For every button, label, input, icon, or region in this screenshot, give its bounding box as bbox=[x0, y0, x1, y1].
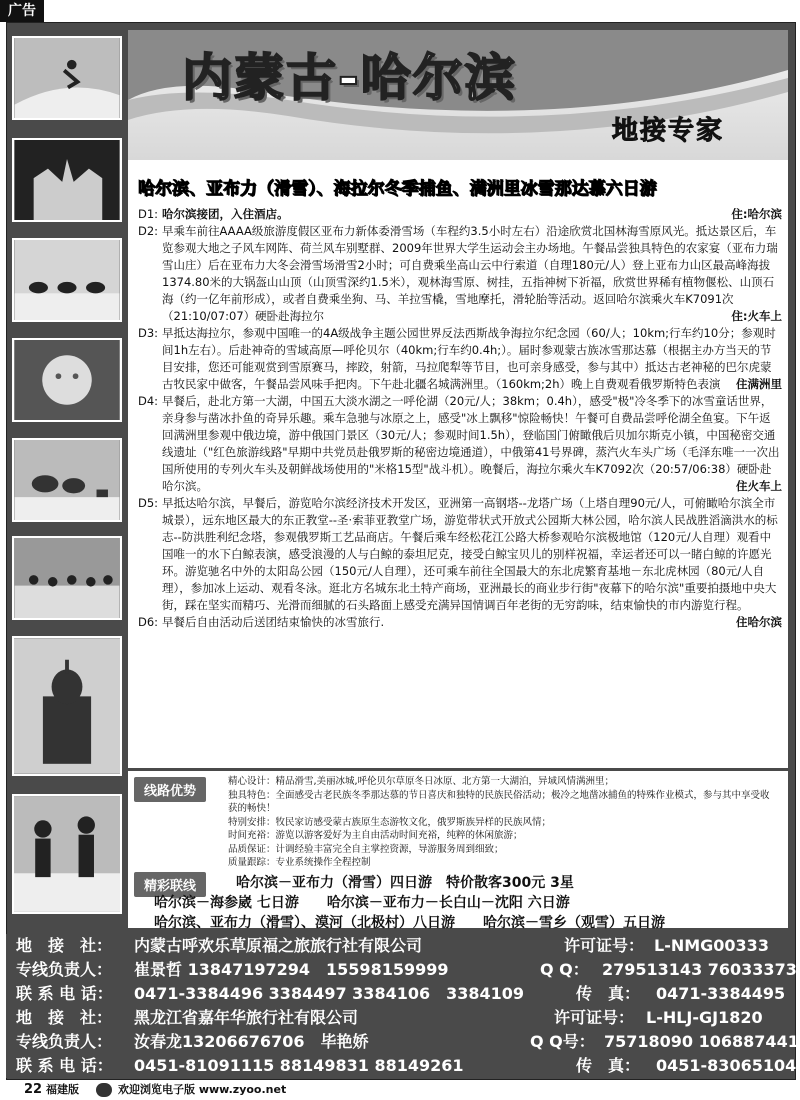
contact-row bbox=[16, 1006, 786, 1030]
contact-key: 专线负责人： bbox=[16, 960, 113, 979]
contact-key: 地 接 社： bbox=[16, 1008, 113, 1027]
day-label: D4: bbox=[138, 394, 159, 408]
contact-row bbox=[16, 1030, 799, 1054]
contact-key: 联 系 电 话： bbox=[16, 1056, 113, 1075]
contact-key2: 传 真： bbox=[576, 984, 641, 1003]
contact-value: 崔景哲 13847197294 15598159999 bbox=[134, 960, 449, 979]
crowd-on-ice-photo bbox=[12, 536, 122, 620]
advantage-item: 独具特色：全面感受古老民族冬季那达慕的节日喜庆和独特的民族民俗活动；极冷之地凿冰捕鱼的特殊作业模式，参与其中享受收获的畅快！ bbox=[228, 789, 770, 814]
contact-value2: 279513143 76033373 bbox=[602, 960, 797, 979]
horse-race-photo bbox=[12, 238, 122, 322]
page-number: 22 bbox=[24, 1082, 43, 1097]
day-label: D5: bbox=[138, 496, 159, 510]
contact-value2: L-HLJ-GJ1820 bbox=[646, 1008, 763, 1027]
contact-key2: Q Q： bbox=[540, 960, 589, 979]
camel-photo bbox=[12, 438, 122, 522]
day-text: 早抵达哈尔滨，早餐后，游览哈尔滨经济技术开发区，亚洲第一高钢塔--龙塔广场（上塔自理90元/人，可俯瞰哈尔滨全市城景），远东地区最大的东正教堂--圣·索菲亚教堂广场，游览带状式开放式公园斯大林公园，哈尔滨人民战胜滔滴洪水的标志--防洪胜利纪念塔，参观俄罗斯工艺品商店。午餐后乘车经松花江公路大桥参观哈尔滨极地馆（120元/人自理）观看中国唯一的水下白鲸表演，感受浪漫的人与白鲸的泰坦尼克，接受白鲸宝贝儿的别样祝福，幸运者还可以一睹白鲸的许愿光环。游览驰名中外的太阳岛公园（150元/人自理），还可乘车前往全国最大的东北虎繁育基地－东北虎林园（80元/人自理），参加冰上运动、观看冬泳。逛北方名城东北土特产商场，亚洲最长的商业步行街"夜幕下的哈尔滨"重要拍摄地中央大街，踩在坚实而精巧、光滑而细腻的石头路面上感受充满异国情调百年老街的无穷韵味，结束愉快的市内游览行程。 bbox=[162, 496, 778, 612]
day-text: 早餐后，赴北方第一大湖，中国五大淡水湖之一呼伦湖（20元/人；38km；0.4h），感受"极"冷冬季下的冰雪童话世界，亲身参与凿冰扑鱼的奇异乐趣。乘车急驰与冰原之上，感受"冰上飘移"惊险畅快！午餐可自费品尝呼伦湖全鱼宴。下午返回满洲里参观中俄边境，游中俄国门景区（30元/人；参观时间1.5h），登临国门俯瞰俄后贝加尔斯克小镇，中国秘密交通线遗址（"红色旅游线路"早期中共党员赴俄罗斯的秘密边境通道），中俄第41号界碑，蒸汽火车头广场（毛泽东唯一一次出国所使用的专列火车头及朝鲜战场使用的"米格15型"战斗机）。晚餐后，海拉尔乘火车K7092次（20:57/06:38）硬卧赴哈尔滨。 bbox=[162, 394, 780, 493]
contact-key: 专线负责人： bbox=[16, 1032, 113, 1051]
day-text: 早餐后自由活动后送团结束愉快的冰雪旅行. bbox=[162, 615, 385, 629]
day-3 bbox=[138, 325, 782, 393]
day-lodging: 住:火车上 bbox=[731, 309, 782, 323]
magazine-logo-icon bbox=[96, 1083, 112, 1097]
snow-sculpture-photo bbox=[12, 338, 122, 422]
page-footer bbox=[0, 1080, 800, 1100]
contact-value2: 75718090 106887441 bbox=[604, 1032, 799, 1051]
day-lodging: 住:哈尔滨 bbox=[731, 207, 782, 221]
contact-value: 内蒙古呼欢乐草原福之旅旅行社有限公司 bbox=[134, 936, 423, 955]
route-title: 哈尔滨、亚布力（滑雪）、海拉尔冬季捕鱼、满洲里冰雪那达慕六日游 bbox=[138, 179, 657, 199]
contact-value: 0451-81091115 88149831 88149261 bbox=[134, 1056, 464, 1075]
contact-block bbox=[6, 934, 799, 1078]
featured-routes bbox=[128, 868, 788, 931]
day-label: D3: bbox=[138, 326, 159, 340]
ice-sculpture-photo bbox=[12, 138, 122, 222]
edition-label: 福建版 bbox=[46, 1083, 79, 1096]
day-lodging: 住哈尔滨 bbox=[736, 615, 782, 629]
contact-value2: 0451-83065104 bbox=[656, 1056, 797, 1075]
featured-route-line: 哈尔滨－海参崴 七日游 哈尔滨－亚布力－长白山－沈阳 六日游 bbox=[154, 895, 570, 911]
day-1 bbox=[138, 206, 782, 223]
advantage-item: 时间充裕：游览以游客爱好为主自由活动时间充裕，纯粹的休闲旅游； bbox=[228, 830, 523, 841]
day-label: D1: bbox=[138, 207, 159, 221]
featured-routes-label: 精彩联线 bbox=[134, 872, 206, 897]
advantages-label: 线路优势 bbox=[134, 777, 206, 802]
contact-value2: 0471-3384495 bbox=[656, 984, 786, 1003]
website-link[interactable]: 欢迎浏览电子版 www.zyoo.net bbox=[118, 1083, 287, 1096]
tourists-snow-photo bbox=[12, 794, 122, 914]
itinerary bbox=[138, 206, 782, 631]
contact-value: 0471-3384496 3384497 3384106 3384109 bbox=[134, 984, 525, 1003]
contact-row bbox=[16, 958, 797, 982]
contact-key2: 许可证号： bbox=[554, 1008, 635, 1027]
contact-row bbox=[16, 1054, 797, 1078]
day-4 bbox=[138, 393, 782, 495]
ad-tag: 广告 bbox=[0, 0, 44, 22]
contact-key2: 传 真： bbox=[576, 1056, 641, 1075]
advantage-item: 品质保证：计调经验丰富完全自主掌控资源，导游服务周到细致； bbox=[228, 843, 504, 855]
page-subtitle: 地接专家 bbox=[611, 116, 724, 146]
contact-value: 黑龙江省嘉年华旅行社有限公司 bbox=[134, 1008, 359, 1027]
day-lodging: 住火车上 bbox=[736, 479, 782, 493]
day-label: D2: bbox=[138, 224, 159, 238]
cathedral-photo bbox=[12, 636, 122, 776]
route-advantages bbox=[128, 768, 788, 871]
contact-key: 地 接 社： bbox=[16, 936, 113, 955]
day-text: 哈尔滨接团，入住酒店。 bbox=[162, 207, 289, 221]
advantages-list bbox=[228, 775, 778, 870]
day-6 bbox=[138, 614, 782, 631]
advantage-item: 精心设计：精品滑雪,美丽冰城,呼伦贝尔草原冬日冰原、北方第一大湖泊，异域风情满洲里； bbox=[228, 776, 615, 787]
contact-key2: Q Q号： bbox=[530, 1032, 595, 1051]
advantage-item: 特别安排：牧民家访感受蒙古族原生态游牧文化，俄罗斯族异样的民族风情； bbox=[228, 816, 552, 828]
contact-key2: 许可证号： bbox=[564, 936, 645, 955]
featured-route-line: 哈尔滨－亚布力（滑雪）四日游 特价散客300元 3星 bbox=[236, 875, 574, 891]
contact-value2: L-NMG00333 bbox=[654, 936, 769, 955]
day-label: D6: bbox=[138, 615, 159, 629]
contact-value: 汝春龙13206676706 毕艳娇 bbox=[134, 1032, 369, 1051]
day-text: 早乘车前往AAAA级旅游度假区亚布力新体委滑雪场（车程约3.5小时左右）沿途欣赏北国林海雪原风光。抵达景区后，车览参观大地之子风车网阵、荷兰风车别墅群、2009年世界大学生运动会主办场地。午餐品尝独具特色的农家宴（亚布力瑞雪山庄）后在亚布力大冬会滑雪场滑雪2小时；可自费乘坐高山云中行索道（自理180元/人）登上亚布力山区最高峰海拔1374.80米的大锅盔山山顶（山顶雪深约1.5米），观林海雪原、树挂，五指神树下祈福，欣赏世界稀有植物偃松、山顶石海（约一亿年前形成），或者自费乘坐狗、马、羊拉雪橇，雪地摩托，滑轮胎等活动。返回哈尔滨乘火车K7091次（21:10/07:07）硬卧赴海拉尔 bbox=[162, 224, 778, 323]
featured-route-line: 哈尔滨、亚布力（滑雪）、漠河（北极村）八日游 哈尔滨－雪乡（观雪）五日游 bbox=[154, 915, 665, 931]
contact-row bbox=[16, 982, 786, 1006]
day-lodging: 住满洲里 bbox=[736, 377, 782, 391]
day-text: 早抵达海拉尔，参观中国唯一的4A级战争主题公园世界反法西斯战争海拉尔纪念园（60/人；10km;行车约10分；参观时间1h左右）。后赴神奇的雪域高原—呼伦贝尔（40km;行车约0.4h;）。届时参观蒙古族冰雪那达慕（根据主办方当天的节目安排，您还可能观赏到雪原赛马，摔跤，射箭，马拉爬犁等节目，也可亲身感受，参与其中）抵达古老神秘的巴尔虎蒙古牧民家中做客，午餐品尝风味手把肉。下午赴北疆名城满洲里。（160km;2h）晚上自费观看俄罗斯特色表演 bbox=[162, 326, 776, 391]
skier-photo bbox=[12, 36, 122, 120]
advantage-item: 质量跟踪：专业系统操作全程控制 bbox=[228, 857, 371, 868]
header-banner bbox=[128, 30, 788, 160]
contact-key: 联 系 电 话： bbox=[16, 984, 113, 1003]
contact-row bbox=[16, 934, 786, 958]
day-2 bbox=[138, 223, 782, 325]
page-title: 内蒙古-哈尔滨 bbox=[182, 49, 517, 107]
